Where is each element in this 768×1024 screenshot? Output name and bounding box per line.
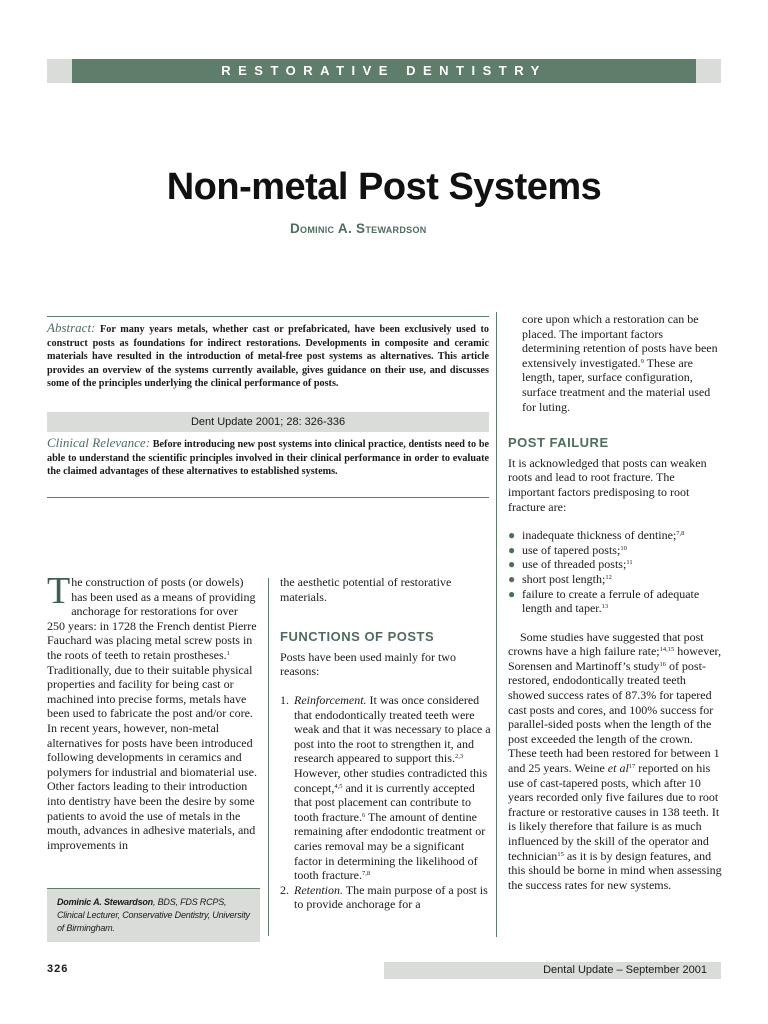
- clinical-text: Before introducing new post systems into clinical practice, dentists need to be able to understand the scientific principles involved in their clinical performance in order to evaluate the claimed advantages of these alternatives to established systems.: [47, 439, 490, 478]
- section-banner-label: RESTORATIVE DENTISTRY: [72, 59, 696, 83]
- intro-paragraph: The construction of posts (or dowels) has been used as a means of providing anchorage for restorations for over 250 years: in 1728 the French dentist Pierre Fauchard was placing metal screw posts in the roots of teeth to retain prostheses.$^1$ Traditionally, due to their suitable physical properties and facility for being cast or machined into precise forms, metals have been used to fabricate the post and/or core. In recent years, however, non-metal alternatives for posts have been introduced following developments in ceramics and polymers for industrial and biomaterial use. Other factors leading to their introduction into dentistry have been the desire by some patients to avoid the use of metals in the mouth, advances in adhesive materials, and improvements in: [47, 570, 257, 852]
- continued-text: the aesthetic potential of restorative materials.: [280, 575, 452, 604]
- bullet-icon: ●: [508, 528, 516, 543]
- bullet-icon: ●: [508, 557, 516, 572]
- abstract-text: For many years metals, whether cast or prefabricated, have been exclusively used to construct posts as foundations for indirect restorations. Developments in composite and ceramic materials have resulted in the introduction of metal-free post systems as alternatives. This article provides an overview of the systems currently available, gives guidance on their use, and discusses some of the principles underlying the clinical performance of posts.: [47, 324, 489, 390]
- section-banner: [47, 59, 721, 83]
- success-rates-paragraph: Some studies have suggested that post crowns have a high failure rate;$^{14,15}$ however, Sorensen and Martinoff’s study$^{16}$ of post-restored, endodontically treated teeth showed success rates of 87.3% for tapered cast posts and cores, and 100% success for parallel-sided posts when the length of the post exceeded the length of the crown. These teeth had been restored for between 1 and 25 years. Weine et $al^{17}$ reported on his use of cast-tapered posts, which after 10 years recorded only five failures due to root fracture or restorative causes in 138 teeth. It is likely therefore that failure is as much influenced by the skill of the operator and technician$^{15}$ as it is by design features, and this should be borne in mind when assessing the success rates for new systems.: [508, 629, 722, 892]
- column-divider-right: [496, 312, 497, 937]
- author-affiliation: [47, 888, 260, 942]
- footer-bar: [384, 962, 721, 979]
- clinical-relevance: [47, 436, 489, 479]
- abstract-label: Abstract:: [47, 320, 96, 335]
- list-item: ● failure to create a ferrule of adequate length and taper.$^{13}$: [508, 586, 700, 616]
- continued-text: core upon which a restoration can be placed. The important factors determining retention of posts have been extensively investigated.$^9$ These are length, taper, surface configuration, surface treatment and the material used for luting.: [522, 312, 718, 414]
- citation-bar: Dent Update 2001; 28: 326-336: [47, 412, 489, 432]
- body-column-1: [47, 570, 257, 852]
- bullet-icon: ●: [508, 571, 516, 586]
- post-failure-intro: It is acknowledged that posts can weaken roots and lead to root fracture. The important factors predisposing to root fracture are:: [508, 455, 707, 514]
- page-number: 326: [47, 963, 69, 975]
- bullet-icon: ●: [508, 542, 516, 557]
- list-item: ● use of threaded posts;$^{11}$: [508, 557, 633, 572]
- drop-cap: T: [47, 570, 71, 612]
- author-name: Dominic A. Stewardson: [290, 221, 427, 236]
- abstract-top-rule: [47, 316, 489, 317]
- list-item: ● use of tapered posts;$^{10}$: [508, 542, 627, 557]
- body-column-3: [508, 312, 722, 892]
- section-heading-functions: FUNCTIONS OF POSTS: [280, 629, 435, 645]
- body-column-2: [280, 575, 492, 912]
- list-item: ● inadequate thickness of dentine;$^{7,8}$: [508, 528, 685, 543]
- journal-footer: Dental Update – September 2001: [543, 964, 707, 976]
- affiliation-details: , BDS, FDS RCPS, Clinical Lecturer, Conservative Dentistry, University of Birmingham.: [57, 897, 250, 933]
- column-divider: [268, 578, 269, 936]
- functions-intro: Posts have been used mainly for two reasons:: [280, 649, 456, 679]
- article-title: Non-metal Post Systems: [166, 166, 602, 208]
- bullet-icon: ●: [508, 586, 516, 601]
- section-heading-post-failure: POST FAILURE: [508, 435, 609, 451]
- abstract: [47, 321, 489, 391]
- affiliation-name: Dominic A. Stewardson: [57, 897, 153, 907]
- risk-factor-list: [508, 528, 722, 616]
- list-item: ● short post length;$^{12}$: [508, 571, 612, 586]
- list-item: 2. Retention. The main purpose of a post is to provide anchorage for a: [280, 882, 488, 912]
- clinical-label: Clinical Relevance:: [47, 435, 151, 450]
- clinical-bottom-rule: [47, 497, 489, 498]
- list-item: 1. Reinforcement. It was once considered that endodontically treated teeth were weak and that it was necessary to place a post into the root to strengthen it, and research appeared to support this.$^{2,3}$ However, other studies contradicted this concept,$^{4,5}$ and it is currently accepted that post placement can contribute to tooth fracture.$^6$ The amount of dentine remaining after endodontic treatment or caries removal may be a significant factor in determining the likelihood of tooth fracture.$^{7,8}$: [280, 692, 491, 883]
